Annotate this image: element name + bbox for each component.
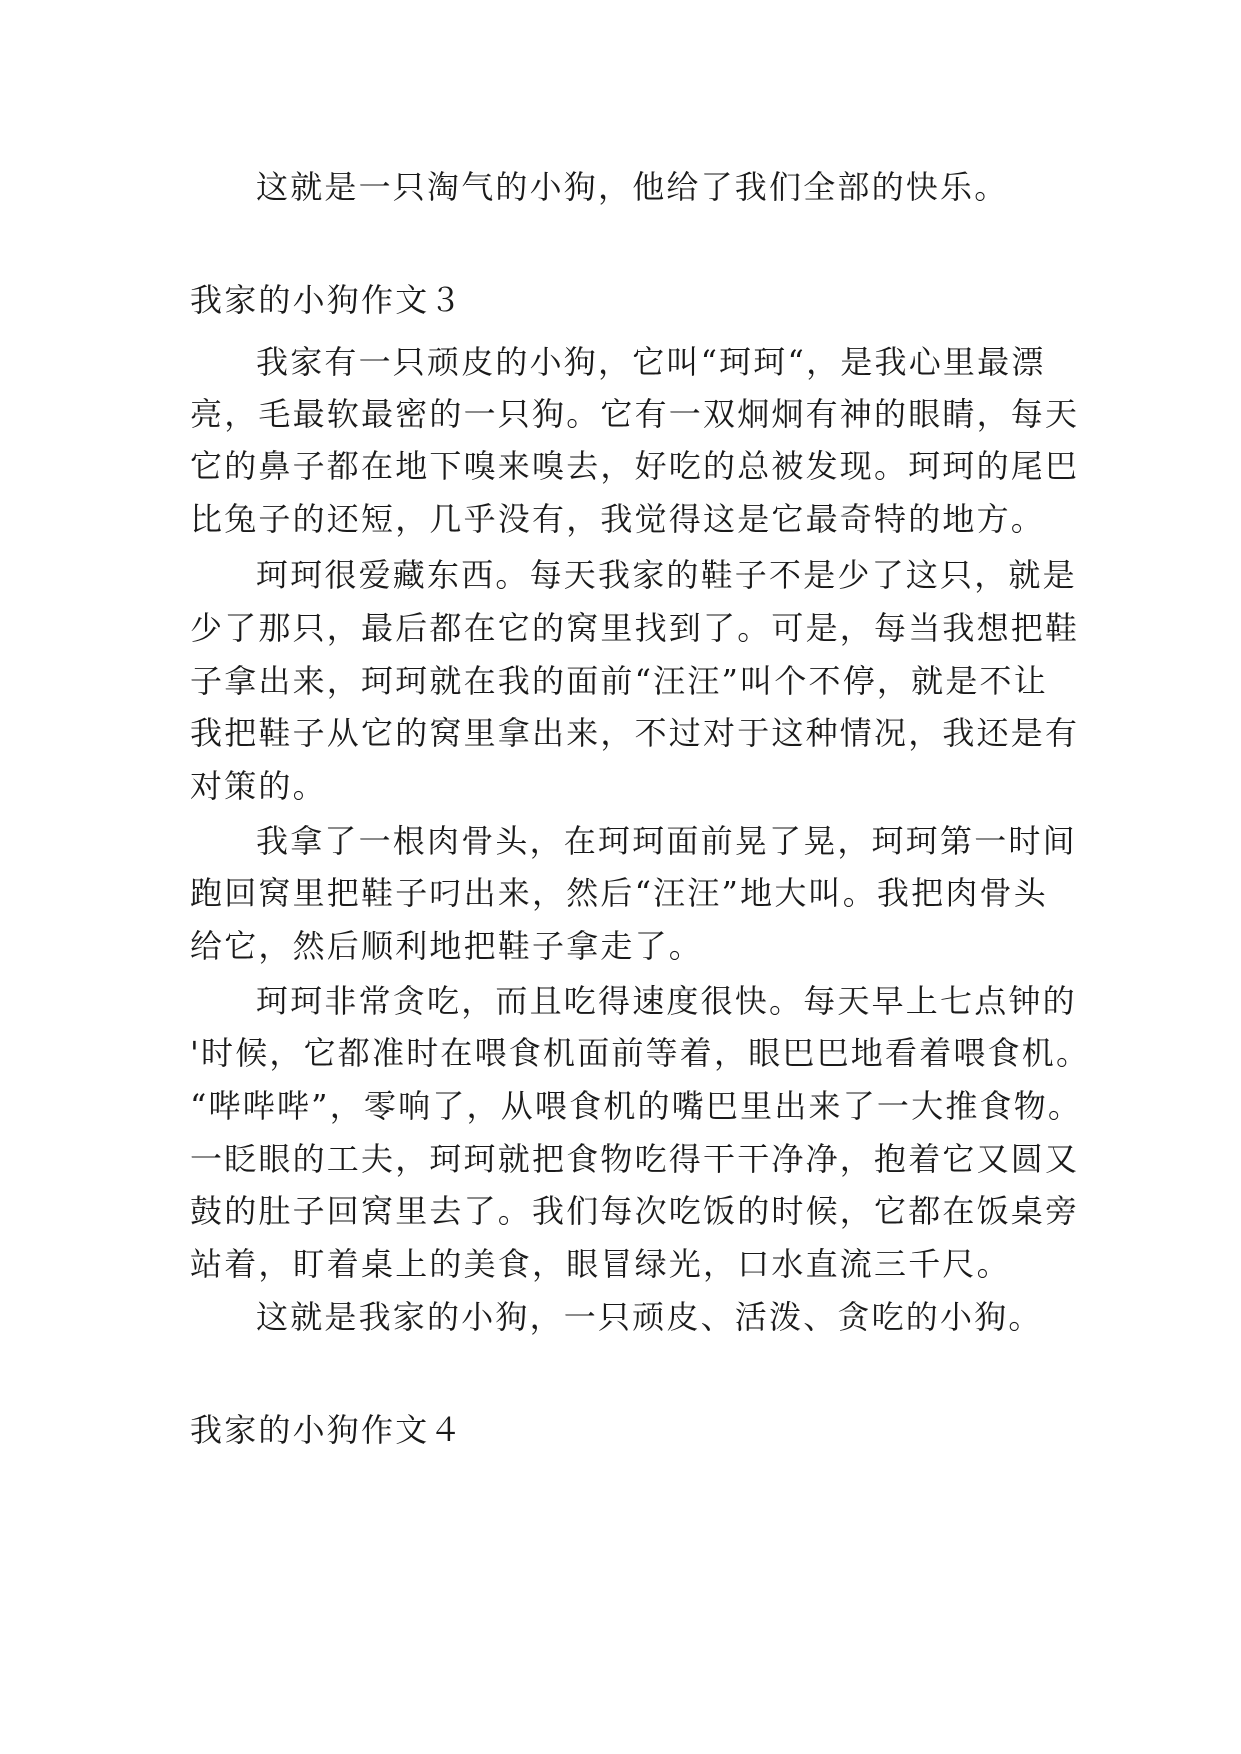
essay3-line: 我把鞋子从它的窝里拿出来，不过对于这种情况，我还是有 (190, 714, 1080, 752)
essay3-line: 站着，盯着桌上的美食，眼冒绿光，口水直流三千尺。 (190, 1245, 1011, 1283)
essay3-line: 跑回窝里把鞋子叼出来，然后“汪汪”地大叫。我把肉骨头 (190, 874, 1048, 912)
essay3-line: 我拿了一根肉骨头，在珂珂面前晃了晃，珂珂第一时间 (256, 822, 1077, 860)
essay3-line: 它的鼻子都在地下嗅来嗅去，好吃的总被发现。珂珂的尾巴 (190, 447, 1080, 485)
essay3-line: 亮，毛最软最密的一只狗。它有一双炯炯有神的眼睛，每天 (190, 395, 1080, 433)
essay3-line: “哔哔哔”，零响了，从喂食机的嘴巴里出来了一大推食物。 (190, 1087, 1083, 1125)
essay3-line: 少了那只，最后都在它的窝里找到了。可是，每当我想把鞋 (190, 609, 1080, 647)
essay4-title: 我家的小狗作文４ (190, 1411, 464, 1449)
essay3-line: 对策的。 (190, 767, 327, 805)
essay3-line: 比兔子的还短，几乎没有，我觉得这是它最奇特的地方。 (190, 500, 1046, 538)
essay3-line: '时候，它都准时在喂食机面前等着，眼巴巴地看着喂食机。 (190, 1034, 1091, 1072)
essay3-line: 子拿出来，珂珂就在我的面前“汪汪”叫个不停，就是不让 (190, 662, 1048, 700)
essay3-title: 我家的小狗作文３ (190, 281, 464, 319)
essay3-line: 珂珂很爱藏东西。每天我家的鞋子不是少了这只，就是 (256, 556, 1077, 594)
essay3-line: 给它，然后顺利地把鞋子拿走了。 (190, 927, 704, 965)
essay3-line: 一眨眼的工夫，珂珂就把食物吃得干干净净，抱着它又圆又 (190, 1140, 1080, 1178)
essay3-line: 鼓的肚子回窝里去了。我们每次吃饭的时候，它都在饭桌旁 (190, 1192, 1080, 1230)
essay3-line: 珂珂非常贪吃，而且吃得速度很快。每天早上七点钟的 (256, 982, 1077, 1020)
essay3-line: 我家有一只顽皮的小狗，它叫“珂珂“，是我心里最漂 (256, 343, 1046, 381)
closing-paragraph-essay2: 这就是一只淘气的小狗，他给了我们全部的快乐。 (256, 168, 1009, 206)
essay3-line: 这就是我家的小狗，一只顽皮、活泼、贪吃的小狗。 (256, 1298, 1043, 1336)
